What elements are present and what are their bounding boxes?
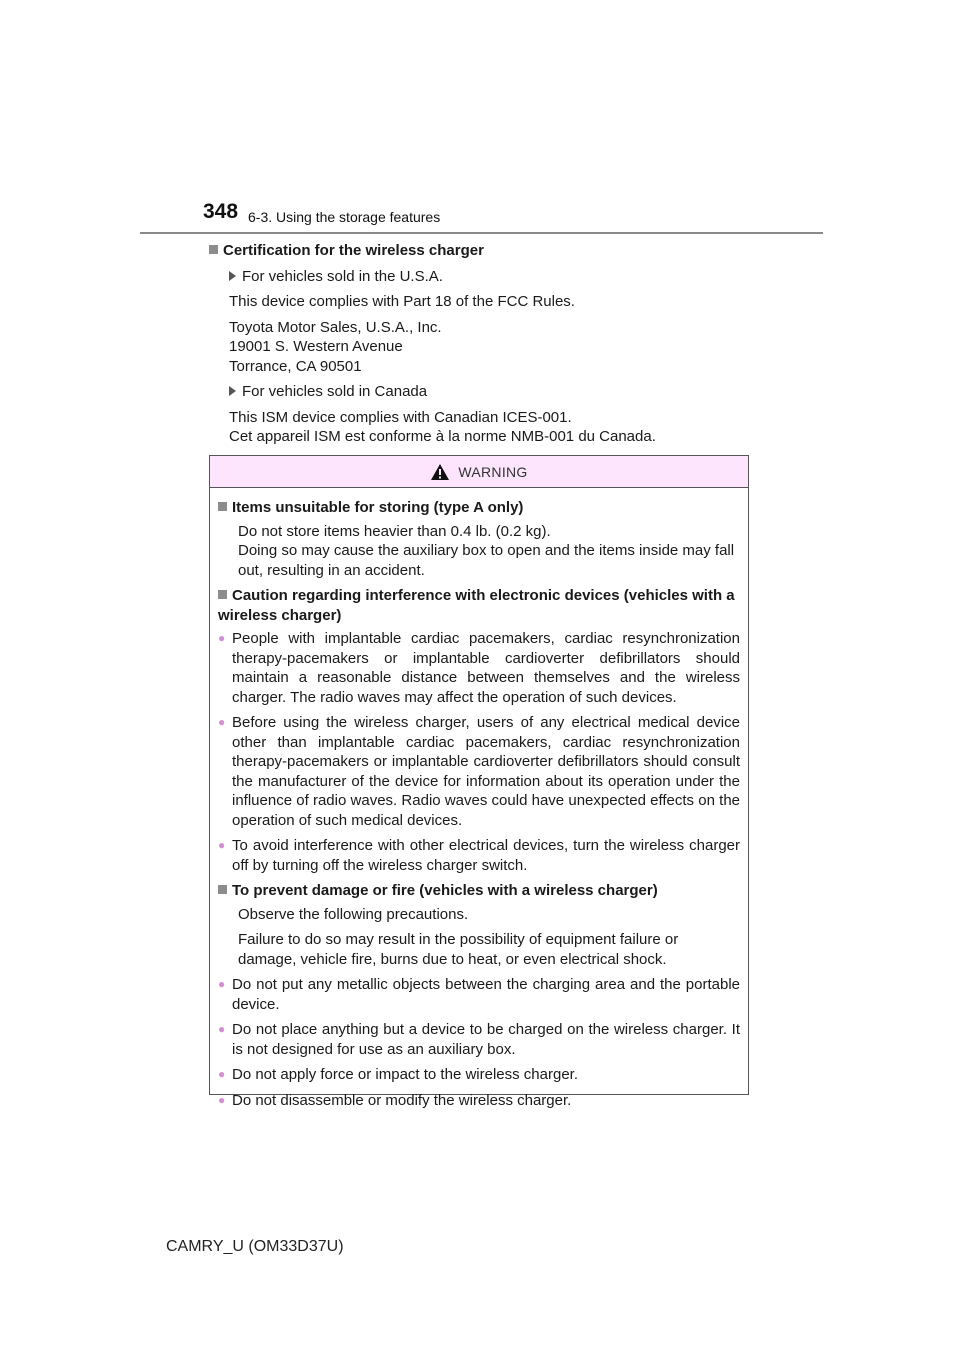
warning-bullet-item: ● Do not place anything but a device to be charged on the wireless charger. It is not designed for use as an auxiliary box.: [218, 1021, 740, 1058]
section-title: 6-3. Using the storage features: [248, 209, 441, 225]
warning-paragraph: Observe the following precautions.: [238, 905, 469, 923]
circle-bullet-icon: ●: [218, 838, 226, 852]
warning-section-heading: Items unsuitable for storing (type A only): [218, 498, 740, 518]
square-bullet-icon: [218, 502, 227, 511]
header-divider: [140, 232, 823, 234]
square-bullet-icon: [209, 245, 218, 254]
usa-label: For vehicles sold in the U.S.A.: [229, 267, 754, 287]
warning-bullet-item: ● Do not put any metallic objects between the charging area and the portable device.: [218, 976, 740, 1013]
arrow-right-icon: [229, 271, 236, 281]
warning-triangle-icon: [430, 463, 450, 481]
warning-bullet-item: ● Do not apply force or impact to the wireless charger.: [218, 1066, 578, 1083]
warning-bullet-item: ● People with implantable cardiac pacemakers, cardiac resynchronization therapy-pacemakers or implantable cardioverter defibrillators should maintain a reasonable distance between themselves and the wireless charger. The radio waves may affect the operation of such devices.: [218, 630, 740, 706]
circle-bullet-icon: ●: [218, 1022, 226, 1036]
footer-code: CAMRY_U (OM33D37U): [166, 1238, 344, 1255]
canada-text: This ISM device complies with Canadian ICES-001. Cet appareil ISM est conforme à la norme NMB-001 du Canada.: [229, 408, 656, 445]
circle-bullet-icon: ●: [218, 715, 226, 729]
warning-section-heading: Caution regarding interference with electronic devices (vehicles with a wireless charger): [218, 587, 735, 624]
warning-content: [210, 488, 748, 1110]
warning-bullet-item: ● Do not disassemble or modify the wireless charger.: [218, 1091, 572, 1109]
warning-bullet-item: ● Before using the wireless charger, users of any electrical medical device other than implantable cardiac pacemakers, cardiac resynchronization therapy-pacemakers or implantable cardioverter defibrillators should consult the manufacturer of the device for information about its operation under the influence of radio waves. Radio waves could have unexpected effects on the operation of such medical devices.: [218, 714, 740, 829]
arrow-right-icon: [229, 386, 236, 396]
manufacturer-address: Toyota Motor Sales, U.S.A., Inc. 19001 S. Western Avenue Torrance, CA 90501: [229, 318, 442, 375]
canada-label: For vehicles sold in Canada: [229, 382, 754, 402]
page-number: 348: [203, 200, 239, 223]
warning-box: [209, 455, 749, 1109]
warning-bullet-item: ● To avoid interference with other electrical devices, turn the wireless charger off by turning off the wireless charger switch.: [218, 837, 740, 874]
warning-title: WARNING: [458, 463, 528, 480]
fcc-text: This device complies with Part 18 of the FCC Rules.: [229, 293, 575, 310]
warning-paragraph: Failure to do so may result in the possibility of equipment failure or damage, vehicle fire, burns due to heat, or even electrical shock.: [238, 931, 679, 968]
certification-heading: Certification for the wireless charger: [209, 241, 754, 261]
certification-section: [209, 241, 754, 453]
circle-bullet-icon: ●: [218, 631, 226, 645]
warning-header: [210, 456, 748, 488]
warning-paragraph: Do not store items heavier than 0.4 lb. (0.2 kg).: [238, 522, 551, 540]
circle-bullet-icon: ●: [218, 1092, 226, 1107]
circle-bullet-icon: ●: [218, 1067, 226, 1081]
warning-paragraph: Doing so may cause the auxiliary box to open and the items inside may fall out, resulting in an accident.: [238, 542, 735, 579]
square-bullet-icon: [218, 885, 227, 894]
circle-bullet-icon: ●: [218, 977, 226, 991]
square-bullet-icon: [218, 590, 227, 599]
warning-section-heading: To prevent damage or fire (vehicles with a wireless charger): [218, 881, 740, 901]
